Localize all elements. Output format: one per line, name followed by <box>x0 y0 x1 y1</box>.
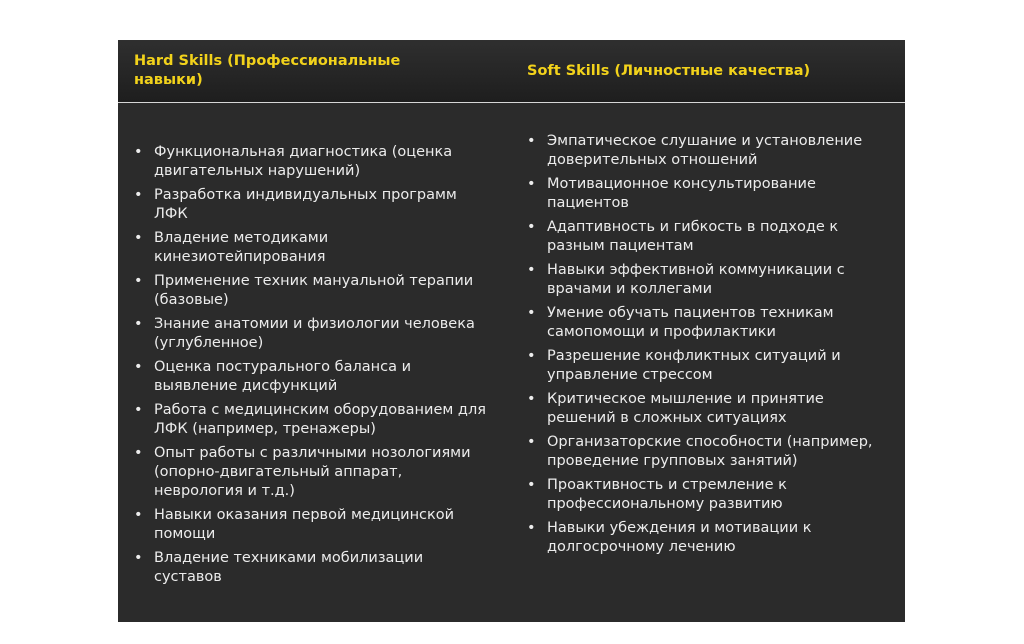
list-item-text: Работа с медицинским оборудованием для ЛФК (например, тренажеры) <box>154 402 486 437</box>
list-item <box>134 143 501 181</box>
bullet-icon: • <box>527 520 536 536</box>
list-item <box>134 186 501 224</box>
list-item-text: Владение методиками кинезиотейпирования <box>154 230 329 265</box>
list-item-text: Умение обучать пациентов техникам самопомощи и профилактики <box>547 305 834 340</box>
soft-skills-list <box>527 132 885 557</box>
hard-skills-column <box>118 103 511 622</box>
list-item-text: Применение техник мануальной терапии (базовые) <box>154 273 474 308</box>
bullet-icon: • <box>527 219 536 235</box>
list-item <box>527 175 885 213</box>
list-item <box>527 218 885 256</box>
list-item-text: Навыки эффективной коммуникации с врачами и коллегами <box>547 262 845 297</box>
list-item <box>134 315 501 353</box>
list-item-text: Оценка постурального баланса и выявление дисфункций <box>154 359 411 394</box>
list-item-text: Организаторские способности (например, проведение групповых занятий) <box>547 434 873 469</box>
bullet-icon: • <box>527 348 536 364</box>
hard-skills-header: Hard Skills (Профессиональные навыки) <box>134 53 401 88</box>
bullet-icon: • <box>134 273 143 289</box>
list-item-text: Разрешение конфликтных ситуаций и управление стрессом <box>547 348 841 383</box>
list-item <box>134 506 501 544</box>
list-item-text: Опыт работы с различными нозологиями (опорно-двигательный аппарат, неврология и т.д.) <box>154 445 471 499</box>
list-item <box>134 444 501 501</box>
list-item-text: Владение техниками мобилизации суставов <box>154 550 424 585</box>
list-item <box>527 347 885 385</box>
table-body <box>118 103 905 622</box>
bullet-icon: • <box>134 187 143 203</box>
bullet-icon: • <box>134 445 143 461</box>
soft-skills-column <box>511 103 905 622</box>
list-item <box>527 304 885 342</box>
bullet-icon: • <box>527 176 536 192</box>
list-item-text: Адаптивность и гибкость в подходе к разным пациентам <box>547 219 839 254</box>
list-item <box>134 229 501 267</box>
bullet-icon: • <box>134 144 143 160</box>
bullet-icon: • <box>527 262 536 278</box>
list-item-text: Разработка индивидуальных программ ЛФК <box>154 187 457 222</box>
hard-skills-list <box>134 143 501 587</box>
list-item <box>527 433 885 471</box>
list-item-text: Навыки оказания первой медицинской помощи <box>154 507 455 542</box>
list-item <box>134 272 501 310</box>
list-item-text: Эмпатическое слушание и установление доверительных отношений <box>547 133 863 168</box>
list-item <box>134 358 501 396</box>
list-item-text: Знание анатомии и физиологии человека (углубленное) <box>154 316 475 351</box>
list-item-text: Мотивационное консультирование пациентов <box>547 176 816 211</box>
skills-table <box>118 40 905 622</box>
bullet-icon: • <box>134 359 143 375</box>
list-item-text: Функциональная диагностика (оценка двигательных нарушений) <box>154 144 453 179</box>
bullet-icon: • <box>134 550 143 566</box>
list-item <box>134 549 501 587</box>
list-item <box>527 261 885 299</box>
bullet-icon: • <box>527 133 536 149</box>
bullet-icon: • <box>134 230 143 246</box>
list-item-text: Проактивность и стремление к профессиональному развитию <box>547 477 787 512</box>
list-item <box>527 390 885 428</box>
bullet-icon: • <box>527 477 536 493</box>
table-header <box>118 40 905 103</box>
list-item-text: Навыки убеждения и мотивации к долгосрочному лечению <box>547 520 812 555</box>
bullet-icon: • <box>527 305 536 321</box>
list-item <box>134 401 501 439</box>
bullet-icon: • <box>527 391 536 407</box>
list-item-text: Критическое мышление и принятие решений в сложных ситуациях <box>547 391 824 426</box>
list-item <box>527 476 885 514</box>
bullet-icon: • <box>134 402 143 418</box>
bullet-icon: • <box>527 434 536 450</box>
list-item <box>527 132 885 170</box>
bullet-icon: • <box>134 316 143 332</box>
soft-skills-header: Soft Skills (Личностные качества) <box>527 62 811 79</box>
bullet-icon: • <box>134 507 143 523</box>
list-item <box>527 519 885 557</box>
